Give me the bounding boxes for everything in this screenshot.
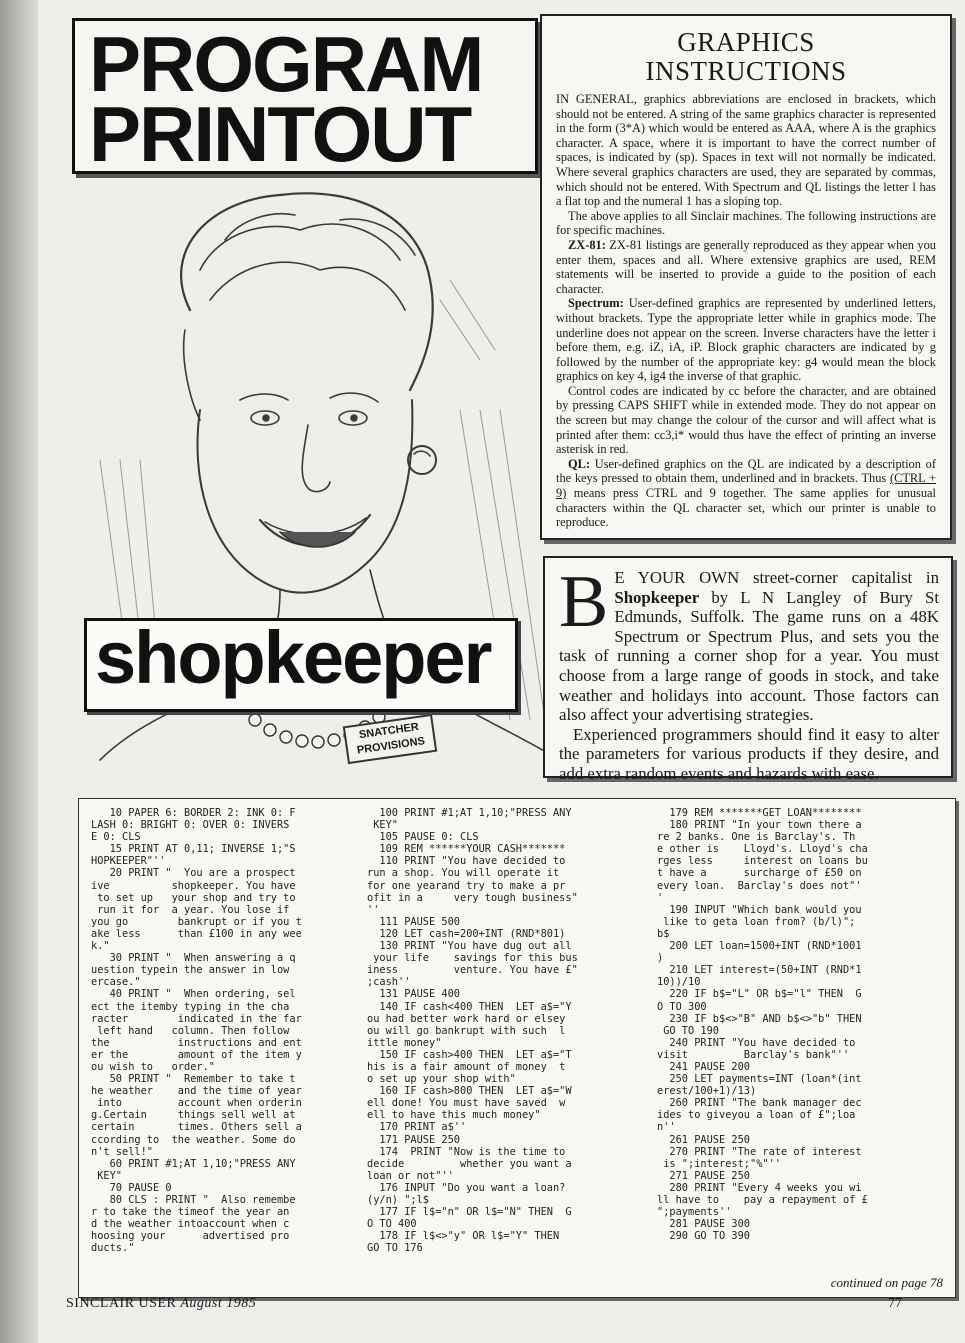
drop-cap: B (559, 561, 609, 643)
graphics-title-line1: GRAPHICS (677, 27, 815, 57)
spectrum-paragraph (556, 296, 936, 384)
listing-column-1: 10 PAPER 6: BORDER 2: INK 0: F LASH 0: BRIGHT 0: OVER 0: INVERS E 0: CLS 15 PRINT AT 0,11; INVERSE 1;"S HOPKEEPER"'' 20 PRINT " You are a prospect ive shopkeeper. You have to set up your shop and try to run it for a year. You lose if you go bankrupt or if you t ake less than £100 in any wee k." 30 PRINT " When answering a q uestion typein the answer in low ercase." 40 PRINT " When ordering, sel ect the itemby typing in the cha racter indicated in the far left hand column. Then follow the instructions and ent er the amount of the item y ou wish to order." 50 PRINT " Remember to take t he weather and the time of year into account when orderin g.Certain things sell well at certain times. Others sell a ccording to the weather. Some do n't sell!" 60 PRINT #1;AT 1,10;"PRESS ANY KEY" 70 PAUSE 0 80 CLS : PRINT " Also remembe r to take the timeof the year an d the weather intoaccount when c hoosing your advertised pro ducts." (91, 807, 302, 1255)
zx81-label: ZX-81: (568, 237, 606, 252)
sinclair-paragraph: The above applies to all Sinclair machines. The following instructions are for specific machines. (556, 208, 936, 238)
graphics-body (556, 92, 936, 530)
headline-line2: PRINTOUT (89, 90, 471, 178)
spectrum-text: User-defined graphics are represented by underlined letters, without brackets. Type the appropriate letter while in graphics mode. The underline does not appear on the screen. Inverse characters have the letter i before them, e.g. iZ, iA, iP. Block graphic characters are indicated by g followed by the number of the appropriate key: g4 would mean the block graphics on key 4, ig4 the inverse of that graphic. (556, 296, 936, 384)
spectrum-label: Spectrum: (568, 296, 624, 311)
intro-p1-a: E YOUR OWN street-corner capitalist in (614, 568, 939, 587)
zx81-text: ZX-81 listings are generally reproduced as they appear when you enter them, spaces and all. Where extensive graphics are used, REM statements will be inserted to provide a guide to the position of each character. (556, 237, 936, 296)
badge-line1: SNATCHER (358, 720, 420, 742)
continued-note: continued on page 78 (830, 1275, 943, 1290)
ql-example: (CTRL + 9) (556, 471, 937, 501)
shopkeeper-logo-text: shopkeeper (95, 616, 491, 699)
page-footer (66, 1296, 256, 1312)
intro-p1-b: by L N Langley of Bury St Edmunds, Suffolk. The game runs on a 48K Spectrum or Spectrum Plus, and sets you the task of running a corner shop for a year. You must choose from a large range of goods in stock, and take weather and holidays into account. Those factors can also affect your advertising strategies. (559, 587, 939, 725)
game-title: Shopkeeper (614, 587, 700, 607)
general-paragraph: IN GENERAL, graphics abbreviations are enclosed in brackets, which should not be entered. A string of the same graphics character is represented in the form (3*A) which would be entered as AAA, where A is the graphics character. A space, where it is important to have the correct number of spaces, is indicated by (sp). Spaces in text will not normally be indicated. Where several graphics characters are used, they are separated by commas, which should not be entered. With Spectrum and QL listings the letter l has a flat top and the numeral 1 has a sloping top. (556, 92, 936, 209)
intro-paragraph-1 (559, 561, 939, 725)
intro-paragraph-2: Experienced programmers should find it easy to alter the parameters for various products if they desire, and add extra random events and hazards with ease. (559, 724, 939, 783)
article-intro-box (543, 556, 953, 783)
zx81-paragraph (556, 238, 936, 296)
ql-paragraph (556, 457, 936, 530)
listing-column-3: 179 REM *******GET LOAN******** 180 PRINT "In your town there a re 2 banks. One is Barclay's. Th e other is Lloyd's. Lloyd's cha rges less interest on loans bu t have a surcharge of £50 on every loan. Barclay's does not"' ' 190 INPUT "Which bank would you like to geta loan from? (b/l)"; b$ 200 LET loan=1500+INT (RND*1001 ) 210 LET interest=(50+INT (RND*1 10))/10 220 IF b$="L" OR b$="l" THEN G O TO 300 230 IF b$<>"B" AND b$<>"b" THEN GO TO 190 240 PRINT "You have decided to visit Barclay's bank"'' 241 PAUSE 200 250 LET payments=INT (loan*(int erest/100+1)/13) 260 PRINT "The bank manager dec ides to giveyou a loan of £";loa n'' 261 PAUSE 250 270 PRINT "The rate of interest is ";interest;"%"'' 271 PAUSE 250 280 PRINT "Every 4 weeks you wi ll have to pay a repayment of £ ";payments'' 281 PAUSE 300 290 GO TO 390 (657, 807, 868, 1243)
ql-label: QL: (568, 456, 591, 471)
page-number: 77 (888, 1296, 902, 1311)
issue-date: August 1985 (180, 1296, 257, 1311)
graphics-instructions-box (540, 14, 952, 540)
program-listing (78, 798, 956, 1298)
listing-column-2: 100 PRINT #1;AT 1,10;"PRESS ANY KEY" 105 PAUSE 0: CLS 109 REM ******YOUR CASH******* 110 PRINT "You have decided to run a shop. You will operate it for one yearand try to make a pr ofit in a very tough business" '' 111 PAUSE 500 120 LET cash=200+INT (RND*801) 130 PRINT "You have dug out all your life savings for this bus iness venture. You have £" ;cash'' 131 PAUSE 400 140 IF cash<400 THEN LET a$="Y ou had better work hard or elsey ou will go bankrupt with such l ittle money" 150 IF cash>400 THEN LET a$="T his is a fair amount of money t o set up your shop with" 160 IF cash>800 THEN LET a$="W ell done! You must have saved w ell to have this much money" 170 PRINT a$'' 171 PAUSE 250 174 PRINT "Now is the time to decide whether you want a loan or not"'' 176 INPUT "Do you want a loan? (y/n) ";l$ 177 IF l$="n" OR l$="N" THEN G O TO 400 178 IF l$<>"y" OR l$="Y" THEN GO TO 176 (367, 807, 578, 1255)
page-gutter (0, 0, 38, 1343)
shopkeeper-logo (84, 618, 518, 712)
program-printout-headline (72, 18, 538, 178)
ql-text-a: User-defined graphics on the QL are indicated by a description of the keys pressed to obtain them, underlined and in brackets. Thus (556, 456, 936, 486)
control-codes-paragraph: Control codes are indicated by cc before the character, and are obtained by pressing CAPS SHIFT while in extended mode. They do not appear on the screen but may change the colour of the cursor and will affect what is printed after them: cc3,i* would thus have the effect of printing an inverse asterisk in red. (556, 383, 936, 457)
magazine-name: SINCLAIR USER (66, 1296, 181, 1311)
graphics-title (556, 28, 936, 86)
graphics-title-line2: INSTRUCTIONS (645, 56, 847, 86)
ql-text-b: means press CTRL and 9 together. The same applies for unusual characters within the QL character set, which our printer is unable to reproduce. (556, 486, 936, 530)
headline-line1: PROGRAM (89, 20, 483, 108)
badge-line2: PROVISIONS (356, 735, 426, 757)
